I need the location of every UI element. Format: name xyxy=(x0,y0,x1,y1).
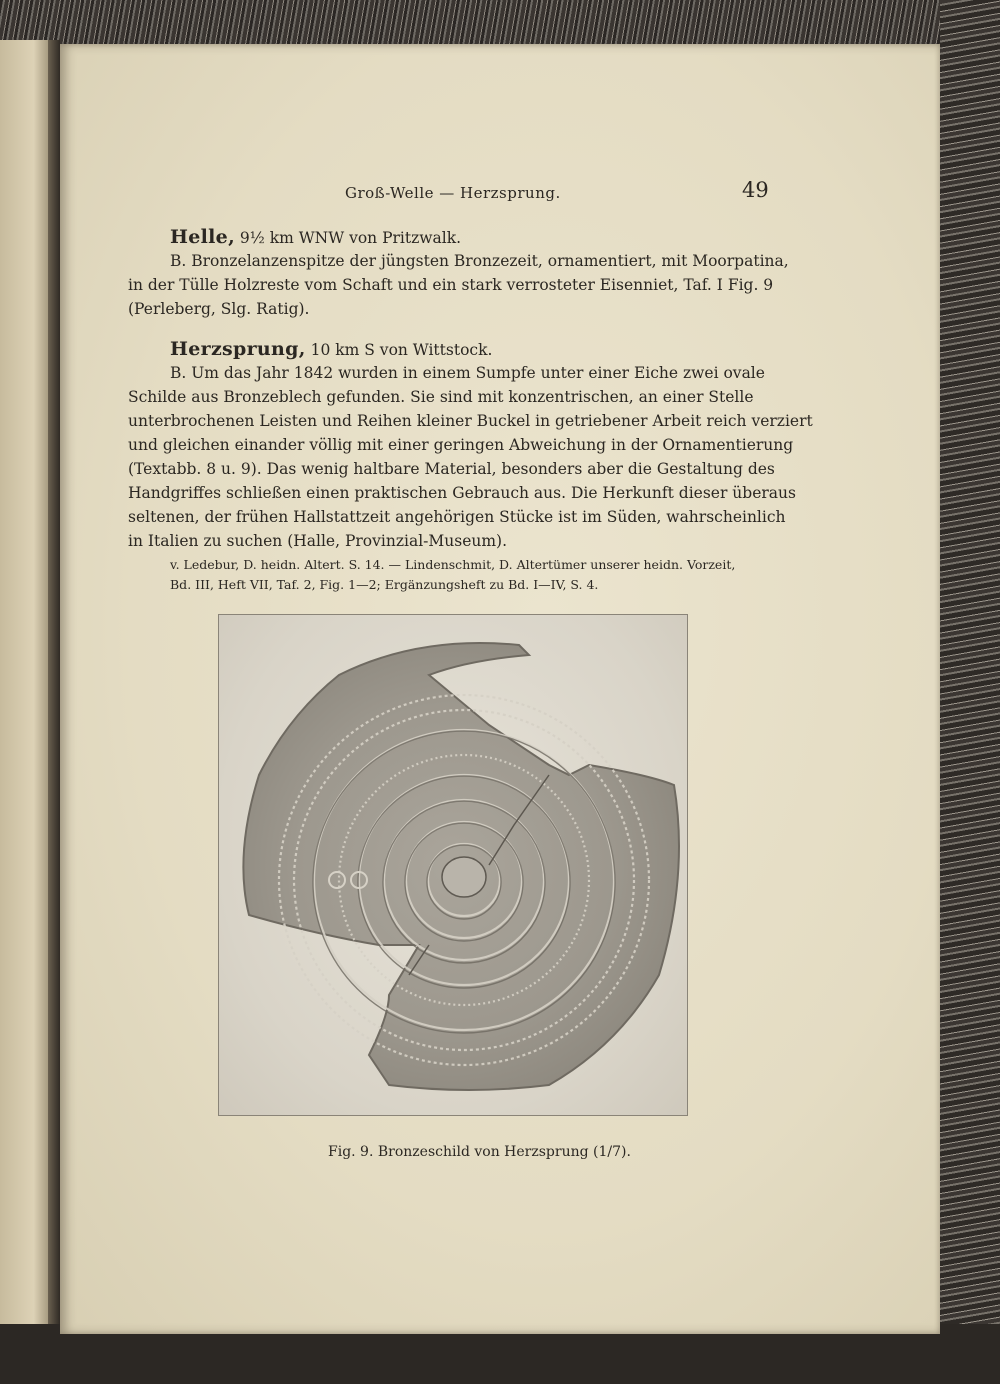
entry-helle-line-1: B. Bronzelanzenspitze der jüngsten Bronzezeit, ornamentiert, mit Moorpatina, xyxy=(170,252,789,270)
entry-herzsprung-ref-2: Bd. III, Heft VII, Taf. 2, Fig. 1—2; Ergänzungsheft zu Bd. I—IV, S. 4. xyxy=(170,577,599,592)
figure-caption: Fig. 9. Bronzeschild von Herzsprung (1/7). xyxy=(328,1144,631,1160)
entry-herzsprung-line-2: Schilde aus Bronzeblech gefunden. Sie sind mit konzentrischen, an einer Stelle xyxy=(128,388,754,406)
entry-herzsprung-line-6: Handgriffes schließen einen praktischen Gebrauch aus. Die Herkunft dieser überaus xyxy=(128,484,796,502)
entry-helle-line-2: in der Tülle Holzreste vom Schaft und ein stark verrosteter Eisenniet, Taf. I Fig. 9 xyxy=(128,276,774,294)
entry-herzsprung-ref-1: v. Ledebur, D. heidn. Altert. S. 14. — Lindenschmit, D. Altertümer unserer heidn. Vorzeit, xyxy=(170,557,736,572)
entry-herzsprung-line-5: (Textabb. 8 u. 9). Das wenig haltbare Material, besonders aber die Gestaltung des xyxy=(128,460,775,478)
facing-page-edge xyxy=(0,40,48,1340)
entry-herzsprung-title: Herzsprung, xyxy=(170,338,306,360)
page-number: 49 xyxy=(742,178,769,202)
entry-helle-heading xyxy=(170,226,880,249)
bronze-shield-image xyxy=(219,615,687,1115)
entry-herzsprung-heading xyxy=(170,338,880,361)
entry-herzsprung-line-1: B. Um das Jahr 1842 wurden in einem Sumpfe unter einer Eiche zwei ovale xyxy=(170,364,765,382)
figure-bronze-shield xyxy=(218,614,688,1116)
entry-herzsprung-line-8: in Italien zu suchen (Halle, Provinzial-Museum). xyxy=(128,532,508,550)
book-cover-edge xyxy=(940,0,1000,1384)
entry-helle-location: 9½ km WNW von Pritzwalk. xyxy=(234,229,462,247)
entry-herzsprung-location: 10 km S von Wittstock. xyxy=(305,341,493,359)
entry-helle-title: Helle, xyxy=(170,226,235,248)
entry-herzsprung-line-3: unterbrochenen Leisten und Reihen kleiner Buckel in getriebener Arbeit reich verziert xyxy=(128,412,813,430)
running-header: Groß-Welle — Herzsprung. xyxy=(345,184,561,202)
shield-boss xyxy=(442,857,486,897)
entry-helle-line-3: (Perleberg, Slg. Ratig). xyxy=(128,300,310,318)
entry-herzsprung-line-4: und gleichen einander völlig mit einer geringen Abweichung in der Ornamentierung xyxy=(128,436,794,454)
book-page xyxy=(60,44,940,1334)
entry-herzsprung-line-7: seltenen, der frühen Hallstattzeit angehörigen Stücke ist im Süden, wahrscheinlich xyxy=(128,508,786,526)
book-gutter xyxy=(48,40,60,1340)
